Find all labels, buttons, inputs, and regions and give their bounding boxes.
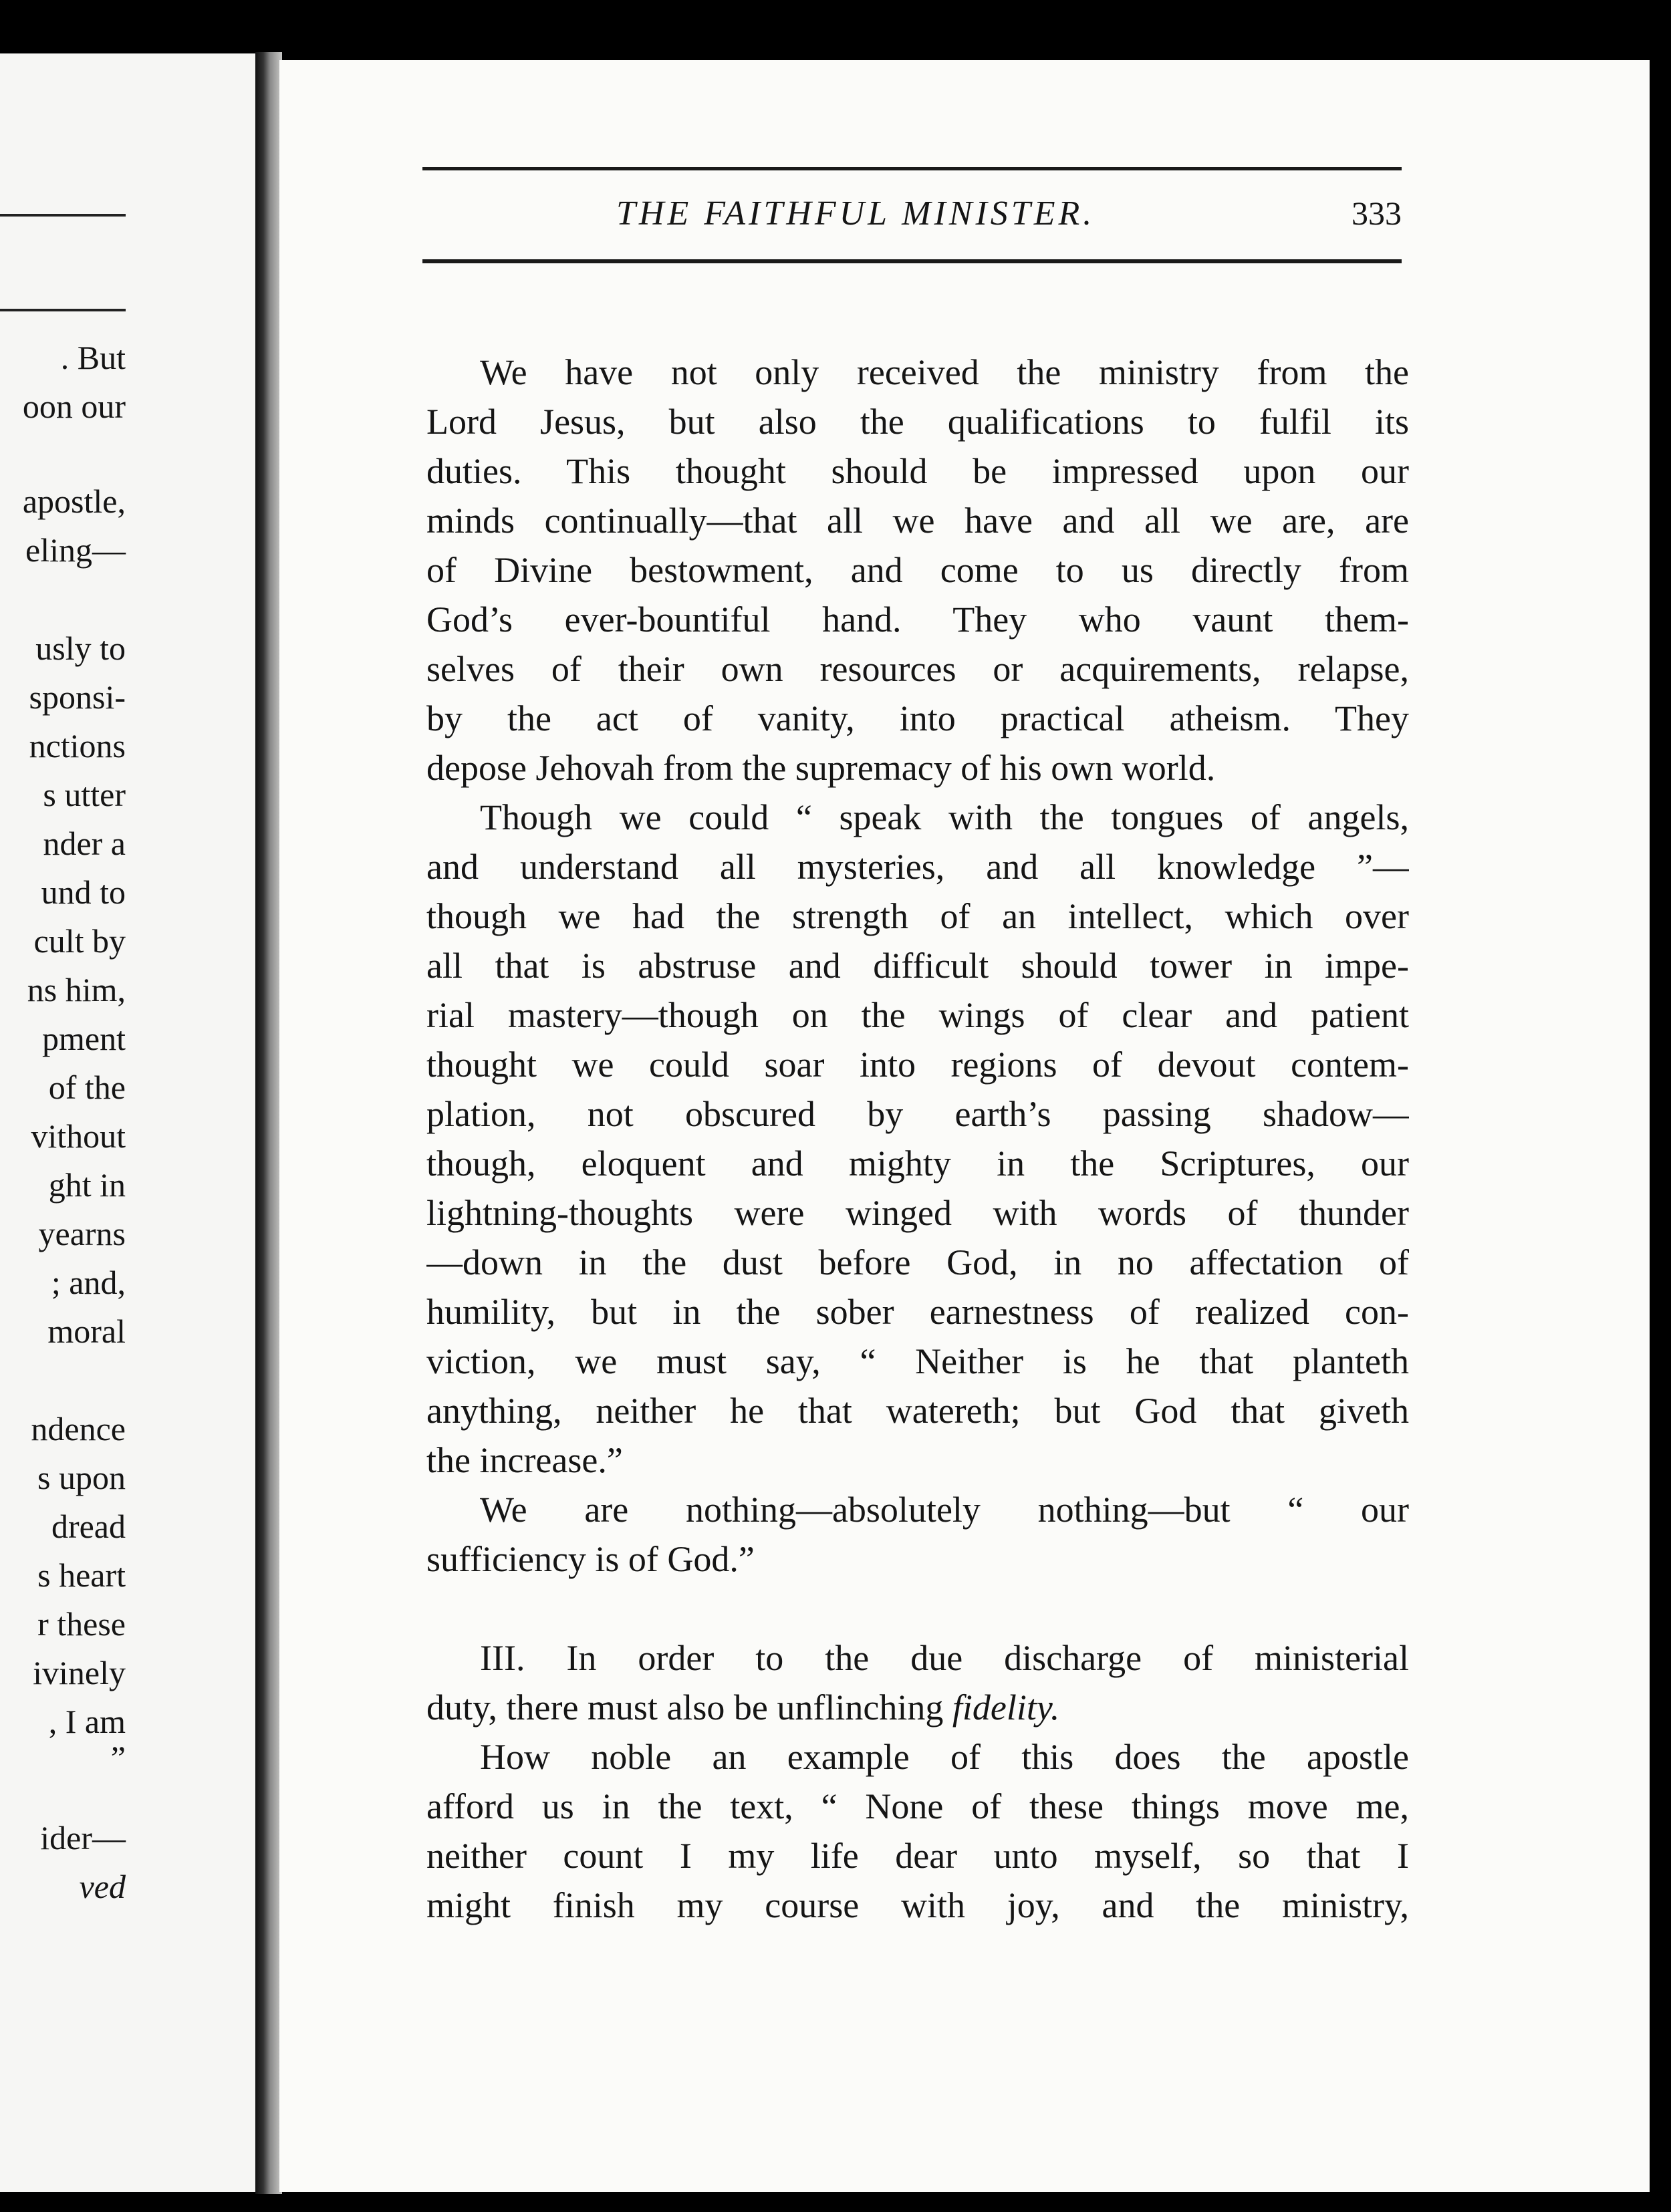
text-line: depose Jehovah from the supremacy of his own world.	[426, 748, 1216, 788]
text-line: viction, we must say, “ Neither is he that planteth	[426, 1341, 1409, 1381]
text-line: lightning-thoughts were winged with words of thunder	[426, 1193, 1409, 1233]
left-fragment: ved	[79, 1868, 126, 1905]
text-line	[426, 1683, 1409, 1732]
left-fragment: dread	[51, 1508, 126, 1545]
left-fragment: ns him,	[27, 971, 126, 1008]
left-fragment: s upon	[37, 1459, 126, 1496]
text-line: afford us in the text, “ None of these things move me,	[426, 1786, 1409, 1826]
text-line: —down in the dust before God, in no affectation of	[426, 1242, 1409, 1282]
left-fragment: ”	[110, 1739, 126, 1776]
left-fragment: usly to	[35, 630, 126, 667]
page-body	[426, 348, 1409, 1930]
page-number: 333	[1352, 194, 1402, 232]
left-fragment: ider—	[40, 1819, 126, 1856]
text-line: sufficiency is of God.”	[426, 1539, 755, 1579]
left-fragment: pment	[42, 1020, 126, 1057]
previous-page-text	[0, 53, 126, 2192]
text-line: thought we could soar into regions of devout contem-	[426, 1045, 1409, 1085]
book-gutter	[255, 52, 282, 2194]
left-fragment: nder a	[43, 825, 126, 862]
left-fragment: cult by	[33, 922, 126, 960]
left-fragment: r these	[37, 1605, 126, 1643]
text-line: might finish my course with joy, and the ministry,	[426, 1885, 1409, 1925]
left-fragment: yearns	[38, 1215, 126, 1252]
text-line: anything, neither he that watereth; but God that giveth	[426, 1391, 1409, 1431]
left-fragment: apostle,	[22, 482, 126, 520]
left-fragment: vithout	[31, 1117, 126, 1155]
emphasis-fidelity: fidelity.	[952, 1687, 1060, 1727]
text-line: all that is abstruse and difficult should tower in impe-	[426, 946, 1409, 986]
left-fragment: ; and,	[51, 1264, 126, 1301]
left-fragment: ndence	[31, 1410, 126, 1447]
text-line: plation, not obscured by earth’s passing shadow—	[426, 1094, 1409, 1134]
left-fragment: ivinely	[33, 1654, 126, 1691]
text-line: minds continually—that all we have and all we are, are	[426, 501, 1409, 541]
left-fragment: s utter	[43, 776, 126, 813]
left-fragment: und to	[41, 873, 126, 911]
text-line: by the act of vanity, into practical atheism. They	[426, 698, 1409, 738]
text-span: duty, there must also be unflinching	[426, 1687, 944, 1727]
text-line: How noble an example of this does the apostle	[480, 1737, 1409, 1777]
header-rule-top	[422, 167, 1402, 170]
header-rule-bottom	[422, 259, 1402, 263]
section-heading-line: III. In order to the due discharge of ministerial	[480, 1638, 1409, 1678]
text-line: duties. This thought should be impressed upon our	[426, 451, 1409, 491]
left-fragment: moral	[47, 1312, 126, 1350]
left-fragment: oon our	[22, 388, 126, 425]
text-line: humility, but in the sober earnestness of realized con-	[426, 1292, 1409, 1332]
text-line: and understand all mysteries, and all knowledge ”—	[426, 847, 1409, 887]
left-fragment: eling—	[25, 531, 126, 569]
text-line: rial mastery—though on the wings of clear and patient	[426, 995, 1409, 1035]
left-fragment: of the	[48, 1069, 126, 1106]
text-line: neither count I my life dear unto myself, so that I	[426, 1836, 1409, 1876]
left-fragment: sponsi-	[29, 678, 126, 716]
previous-page	[0, 53, 261, 2192]
running-title: THE FAITHFUL MINISTER.	[616, 194, 1096, 233]
text-line: We are nothing—absolutely nothing—but “ our	[480, 1490, 1409, 1530]
text-line: of Divine bestowment, and come to us directly from	[426, 550, 1409, 590]
text-line: the increase.”	[426, 1440, 623, 1480]
text-line: though we had the strength of an intellect, which over	[426, 896, 1409, 936]
left-fragment: , I am	[48, 1703, 126, 1740]
text-line: God’s ever-bountiful hand. They who vaunt them-	[426, 599, 1409, 640]
section-gap	[426, 1584, 1409, 1633]
running-header	[422, 167, 1402, 327]
text-line: though, eloquent and mighty in the Scriptures, our	[426, 1143, 1409, 1184]
text-line: We have not only received the ministry from the	[480, 352, 1409, 392]
text-line: selves of their own resources or acquirements, relapse,	[426, 649, 1409, 689]
left-fragment: s heart	[37, 1556, 126, 1594]
left-fragment: nctions	[29, 727, 126, 765]
left-fragment: ght in	[48, 1166, 126, 1204]
left-fragment: . But	[60, 339, 126, 376]
text-line: Though we could “ speak with the tongues of angels,	[480, 797, 1409, 837]
text-line: Lord Jesus, but also the qualifications to fulfil its	[426, 402, 1409, 442]
